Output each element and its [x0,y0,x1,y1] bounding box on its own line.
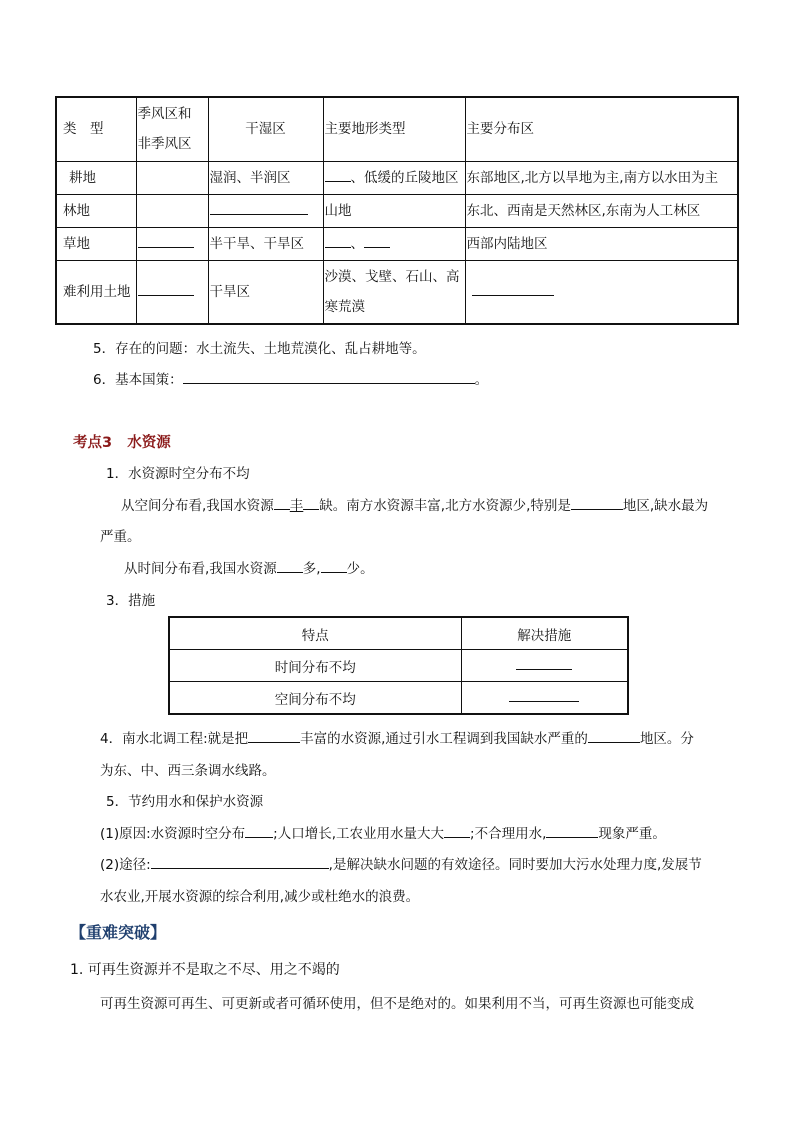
table-row [56,161,738,194]
table-header-row [169,617,628,650]
monsoon-cell [136,227,208,260]
table-row [169,682,628,715]
terrain-cell: 山地 [323,194,465,227]
paragraph: 水农业,开展水资源的综合利用,减少或杜绝水的浪费。 [100,889,420,905]
fill-blank[interactable] [516,657,572,670]
fill-blank[interactable] [588,730,640,743]
feature-cell: 空间分布不均 [169,682,461,715]
table-row [56,260,738,324]
distribution-cell: 西部内陆地区 [465,227,738,260]
table-row [56,194,738,227]
fill-blank[interactable] [274,497,290,510]
terrain-cell: 沙漠、戈壁、石山、高 寒荒漠 [323,260,465,324]
fill-blank[interactable] [509,689,579,702]
blank-cell [136,161,208,194]
subheading: 1. 可再生资源并不是取之不尽、用之不竭的 [70,962,340,978]
fill-blank[interactable] [321,560,347,573]
section-title: 考点3 水资源 [73,435,171,451]
header-type: 类 型 [56,97,136,161]
fill-blank[interactable] [138,235,194,248]
dry-wet-cell: 半干旱、干旱区 [208,227,323,260]
terrain-cell: 、低缓的丘陵地区 [323,161,465,194]
paragraph: 为东、中、西三条调水线路。 [100,763,276,779]
paragraph: 可再生资源可再生、可更新或者可循环使用，但不是绝对的。如果利用不当，可再生资源也可能变成 [100,996,694,1012]
header-measure: 解决措施 [461,617,628,650]
measures-table [168,616,629,715]
land-resource-table [55,96,739,325]
paragraph: (1)原因:水资源时空分布 ;人口增长,工农业用水量大大 ;不合理用水, 现象严重。 [100,826,666,842]
paragraph: 3．措施 [106,593,156,609]
paragraph: (2)途径: ,是解决缺水问题的有效途径。同时要加大污水处理力度,发展节 [100,857,702,873]
table-header-row [56,97,738,161]
row-type: 耕地 [56,161,136,194]
fill-blank[interactable] [571,497,623,510]
header-distribution: 主要分布区 [465,97,738,161]
fill-blank[interactable] [546,825,598,838]
row-type: 难利用土地 [56,260,136,324]
dry-wet-cell: 干旱区 [208,260,323,324]
paragraph: 4．南水北调工程:就是把 丰富的水资源,通过引水工程调到我国缺水严重的 地区。分 [100,731,694,747]
fill-blank[interactable] [183,371,475,384]
paragraph: 从时间分布看,我国水资源 多, 少。 [124,561,374,577]
fill-blank[interactable] [444,825,470,838]
fill-blank[interactable] [138,283,194,296]
fill-blank[interactable] [248,730,300,743]
problems-line: 5．存在的问题：水土流失、土地荒漠化、乱占耕地等。 [93,341,426,357]
paragraph: 从空间分布看,我国水资源 丰 缺。南方水资源丰富,北方水资源少,特别是 地区,缺水最为 [121,498,709,514]
distribution-cell [465,260,738,324]
fill-blank[interactable] [303,497,319,510]
fill-blank[interactable] [472,283,554,296]
table-row [169,650,628,682]
fill-blank[interactable] [277,560,303,573]
paragraph: 1．水资源时空分布不均 [106,466,250,482]
measure-cell [461,682,628,715]
terrain-cell: 、 [323,227,465,260]
dry-wet-cell: 湿润、半润区 [208,161,323,194]
distribution-cell: 东部地区,北方以旱地为主,南方以水田为主 [465,161,738,194]
measure-cell [461,650,628,682]
monsoon-cell [136,260,208,324]
fill-blank[interactable] [210,202,308,215]
feature-cell: 时间分布不均 [169,650,461,682]
fill-blank[interactable] [151,856,329,869]
row-type: 林地 [56,194,136,227]
header-dry-wet: 干湿区 [208,97,323,161]
paragraph: 5．节约用水和保护水资源 [106,794,264,810]
dry-wet-cell [208,194,323,227]
header-feature: 特点 [169,617,461,650]
row-type: 草地 [56,227,136,260]
table-row [56,227,738,260]
fill-blank[interactable] [325,235,351,248]
paragraph: 严重。 [100,529,141,545]
fill-blank[interactable] [245,825,273,838]
section-heading: 【重难突破】 [70,923,167,942]
header-monsoon: 季风区和 非季风区 [136,97,208,161]
blank-cell [136,194,208,227]
policy-line: 6．基本国策： 。 [93,372,489,388]
header-terrain: 主要地形类型 [323,97,465,161]
fill-blank[interactable] [325,169,351,182]
distribution-cell: 东北、西南是天然林区,东南为人工林区 [465,194,738,227]
fill-blank[interactable] [364,235,390,248]
